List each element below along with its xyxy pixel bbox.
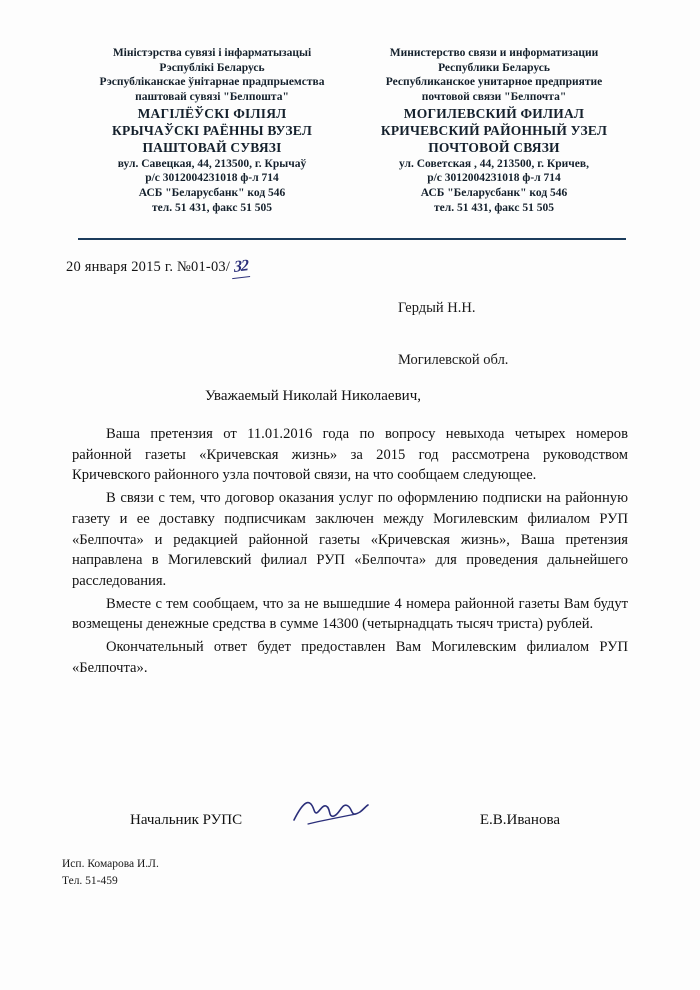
letterhead-left-line-8: вул. Савецкая, 44, 213500, г. Крычаў: [117, 157, 307, 170]
letterhead-left-line-2: Рэспублікі Беларусь: [159, 61, 265, 74]
addressee-region: [398, 352, 508, 369]
footer-phone: Тел. 51-459: [62, 874, 118, 887]
letterhead-divider: [78, 238, 626, 240]
signatory-name: Е.В.Иванова: [479, 812, 560, 828]
letterhead-left-line-6: КРЫЧАЎСКІ РАЁННЫ ВУЗЕЛ: [112, 123, 312, 139]
body-paragraph-3: Вместе с тем сообщаем, что за не вышедшие 4 номера районной газеты Вам будут возмещены денежные средства в сумме 14300 (четырнадцать тысяч триста) рублей.: [72, 595, 628, 633]
letterhead-right-line-9: р/с 3012004231018 ф-л 714: [427, 172, 561, 185]
letterhead-left-line-3: Рэспубліканскае ўнітарнае прадпрыемства: [99, 76, 325, 89]
letterhead-right-line-6: КРИЧЕВСКИЙ РАЙОННЫЙ УЗЕЛ: [380, 123, 608, 139]
dateline: [66, 258, 250, 278]
letterhead-right-column: [360, 46, 628, 216]
letterhead-left-line-10: АСБ "Беларусбанк" код 546: [138, 187, 286, 200]
letter-body: [72, 424, 628, 681]
letterhead-right-line-10: АСБ "Беларусбанк" код 546: [420, 187, 568, 200]
letterhead: [78, 46, 628, 216]
letterhead-right-line-3: Республиканское унитарное предприятие: [385, 76, 603, 89]
letterhead-left-line-11: тел. 51 431, факс 51 505: [152, 201, 272, 214]
letterhead-left-line-9: р/с 3012004231018 ф-л 714: [145, 172, 279, 185]
letterhead-left-line-7: ПАШТОВАЙ СУВЯЗІ: [142, 140, 282, 156]
addressee-name-text: Гердый Н.Н.: [398, 300, 476, 316]
dateline-handwritten-number: 32: [232, 257, 250, 279]
letterhead-right-line-11: тел. 51 431, факс 51 505: [434, 201, 554, 214]
salutation: Уважаемый Николай Николаевич,: [205, 388, 421, 404]
dateline-text: 20 января 2015 г. №01-03/: [66, 259, 231, 275]
body-paragraph-4: Окончательный ответ будет предоставлен Вам Могилевским филиалом РУП «Белпочта».: [72, 639, 628, 676]
letterhead-right-line-7: ПОЧТОВОЙ СВЯЗИ: [428, 140, 560, 156]
signatory-title: Начальник РУПС: [130, 812, 243, 828]
letterhead-left-column: [78, 46, 346, 216]
body-paragraph-2: В связи с тем, что договор оказания услуг по оформлению подписки на районную газету и ее доставку подписчикам заключен между Могилевским филиалом РУП «Белпочта» и редакцией районной газеты «Кричевская жизнь», Ваша претензия направлена в Могилевский филиал РУП «Белпочта» для проведения дальнейшего расследования.: [72, 490, 628, 590]
addressee-name: [398, 300, 475, 317]
letterhead-right-line-5: МОГИЛЕВСКИЙ ФИЛИАЛ: [403, 105, 585, 121]
letterhead-right-line-1: Министерство связи и информатизации: [389, 47, 599, 59]
body-paragraph-1: Ваша претензия от 11.01.2016 года по вопросу невыхода четырех номеров районной газеты «Кричевская жизнь» за 2015 год рассмотрена руководством Кричевского районного узла почтовой связи, на что сообщаем следующее.: [72, 426, 628, 484]
letterhead-left-line-1: Міністэрства сувязі і інфарматызацыі: [112, 47, 312, 59]
footer-executor: Исп. Комарова И.Л.: [62, 858, 159, 870]
footer-executor-block: [62, 856, 159, 889]
letterhead-right-line-8: ул. Советская , 44, 213500, г. Кричев,: [399, 157, 589, 170]
letterhead-left-line-4: паштовай сувязі "Белпошта": [135, 91, 289, 104]
addressee-region-text: Могилевской обл.: [398, 352, 509, 368]
letterhead-right-line-4: почтовой связи "Белпочта": [421, 91, 567, 104]
signature-scribble-icon: [290, 794, 370, 828]
letterhead-right-line-2: Республики Беларусь: [438, 61, 550, 74]
letterhead-left-line-5: МАГІЛЁЎСКІ ФІЛІЯЛ: [137, 105, 287, 121]
